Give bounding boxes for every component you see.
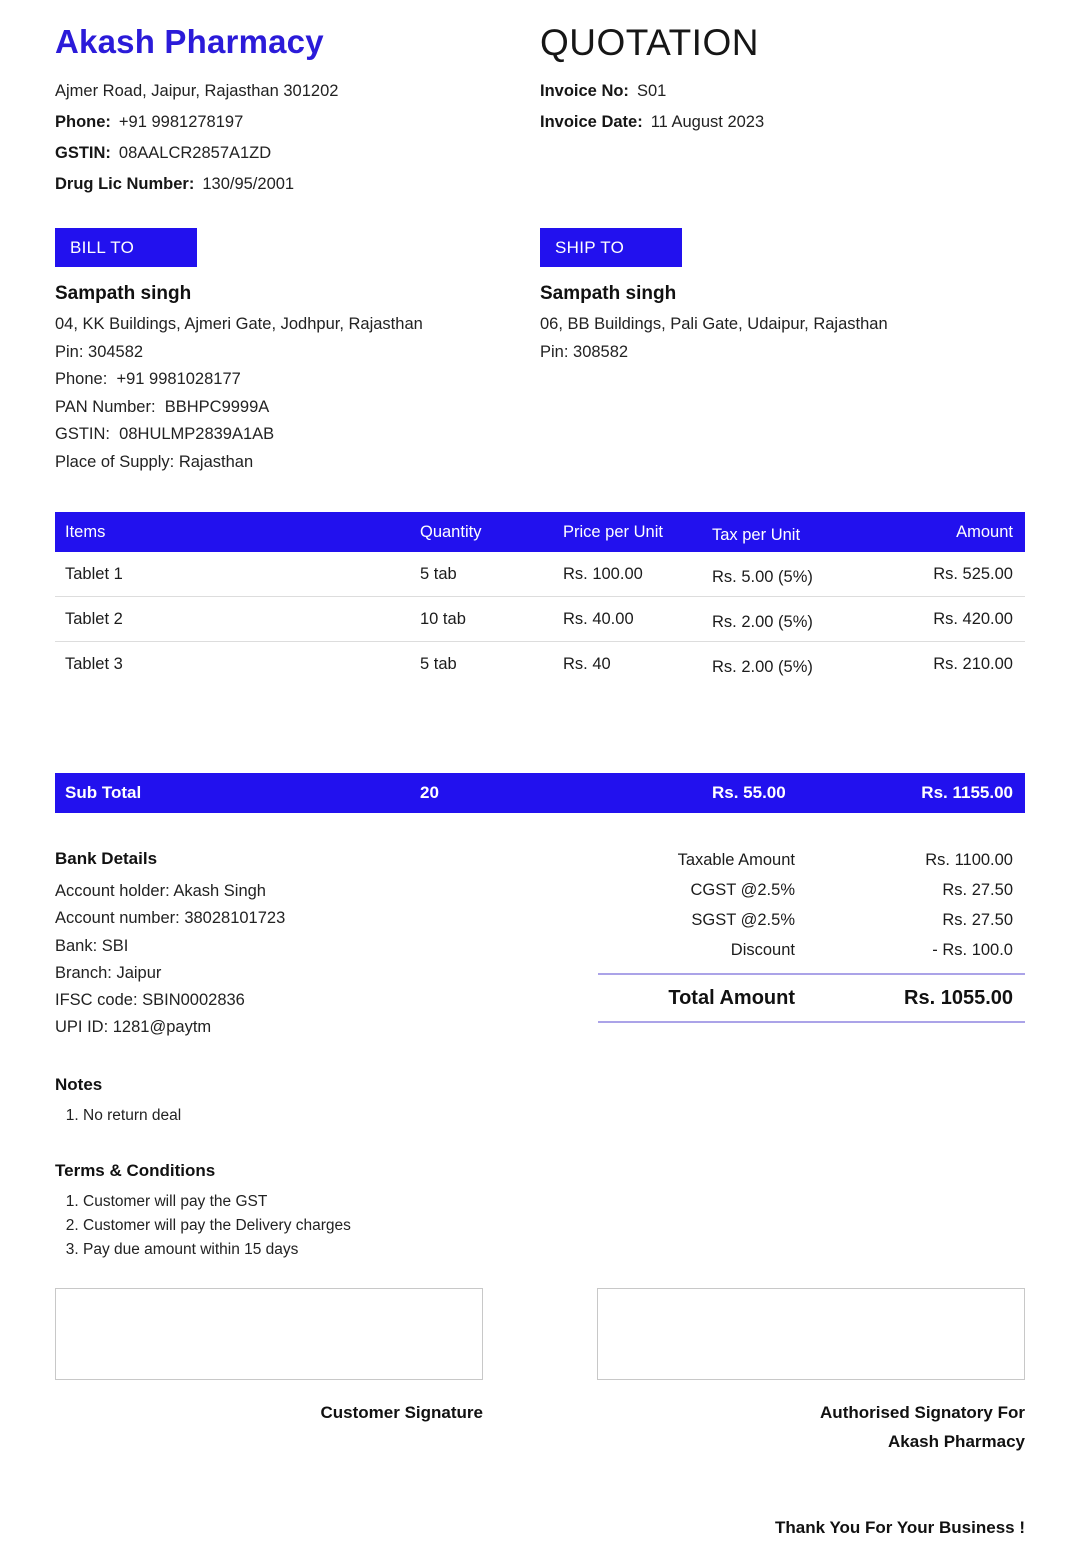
subtotal-label: Sub Total (65, 783, 142, 802)
bill-to-place-of-supply: Place of Supply: Rajasthan (55, 452, 254, 471)
signatures-section (55, 1288, 1025, 1456)
note-item: 1. No return deal (83, 1104, 1025, 1128)
bill-to-badge: BILL TO (55, 228, 197, 267)
items-table-header (55, 512, 1025, 552)
bank-upi-id: UPI ID: 1281@paytm (55, 1018, 212, 1037)
term-item: 1. Customer will pay the GST (83, 1190, 1025, 1214)
header-tax-per-unit: Tax per Unit (712, 525, 801, 544)
bill-to-address: 04, KK Buildings, Ajmeri Gate, Jodhpur, Rajasthan (55, 315, 423, 333)
company-address: Ajmer Road, Jaipur, Rajasthan 301202 (55, 82, 339, 100)
taxable-amount-value: Rs. 1100.00 (925, 851, 1013, 869)
header-items: Items (65, 522, 106, 541)
total-amount-row (598, 973, 1025, 1023)
items-table (55, 512, 1025, 813)
ship-to-name: Sampath singh (540, 283, 677, 304)
header-amount: Amount (956, 522, 1013, 541)
company-gstin-label: GSTIN: (55, 144, 111, 162)
bank-details-heading: Bank Details (55, 849, 158, 868)
terms-section (55, 1158, 1025, 1262)
document-title: QUOTATION (540, 22, 759, 63)
cgst-row (598, 875, 1025, 905)
authorised-signatory-company: Akash Pharmacy (887, 1431, 1025, 1451)
total-amount-value: Rs. 1055.00 (904, 986, 1013, 1009)
header-price-per-unit: Price per Unit (563, 522, 663, 541)
subtotal-amount: Rs. 1155.00 (921, 783, 1013, 802)
authorised-signature-block (597, 1288, 1025, 1456)
invoice-date-label: Invoice Date: (540, 113, 643, 131)
terms-heading: Terms & Conditions (55, 1160, 216, 1180)
row-item: Tablet 3 (65, 655, 123, 673)
row-price: Rs. 100.00 (563, 564, 643, 583)
invoice-date-value: 11 August 2023 (650, 113, 765, 131)
term-item: 2. Customer will pay the Delivery charges (83, 1214, 1025, 1238)
ship-to-address: 06, BB Buildings, Pali Gate, Udaipur, Rajasthan (540, 315, 888, 333)
ship-to-badge: SHIP TO (540, 228, 682, 267)
terms-list (63, 1190, 1025, 1262)
total-amount-label: Total Amount (668, 986, 795, 1009)
company-drug-lic-label: Drug Lic Number: (55, 175, 195, 193)
thank-you-message: Thank You For Your Business ! (774, 1517, 1025, 1537)
table-row (55, 552, 1025, 597)
invoice-number-label: Invoice No: (540, 82, 629, 100)
discount-value: - Rs. 100.0 (932, 941, 1013, 959)
company-info (55, 20, 540, 200)
bill-to-gstin: GSTIN: 08HULMP2839A1AB (55, 425, 275, 443)
company-phone-value: +91 9981278197 (118, 113, 244, 131)
authorised-signatory-line: Authorised Signatory For (820, 1402, 1025, 1422)
document-header (55, 20, 1025, 200)
row-amount: Rs. 420.00 (933, 609, 1013, 628)
subtotal-tax: Rs. 55.00 (712, 783, 786, 802)
row-price: Rs. 40 (563, 655, 611, 673)
invoice-number-value: S01 (636, 82, 667, 100)
notes-section (55, 1072, 1025, 1128)
sgst-label: SGST @2.5% (691, 911, 795, 929)
sgst-value: Rs. 27.50 (942, 911, 1013, 929)
customer-signature-block (55, 1288, 483, 1456)
company-drug-lic (55, 169, 540, 200)
row-quantity: 10 tab (420, 609, 466, 628)
bank-details (55, 845, 540, 1042)
row-quantity: 5 tab (420, 655, 457, 673)
customer-signature-label: Customer Signature (320, 1402, 483, 1422)
row-item: Tablet 2 (65, 609, 123, 628)
authorised-signature-label (597, 1398, 1025, 1456)
bill-to-pan: PAN Number: BBHPC9999A (55, 397, 270, 416)
totals-section (598, 845, 1025, 1042)
company-phone-label: Phone: (55, 113, 111, 131)
discount-label: Discount (730, 941, 795, 959)
invoice-meta (540, 20, 1025, 200)
ship-to-pin: Pin: 308582 (540, 342, 629, 361)
row-price: Rs. 40.00 (563, 609, 634, 628)
bank-branch: Branch: Jaipur (55, 963, 162, 982)
row-tax: Rs. 5.00 (5%) (712, 567, 813, 586)
bank-ifsc-code: IFSC code: SBIN0002836 (55, 991, 245, 1010)
bill-to-name: Sampath singh (55, 283, 192, 304)
sgst-row (598, 905, 1025, 935)
company-drug-lic-value: 130/95/2001 (202, 175, 295, 193)
subtotal-quantity: 20 (420, 783, 439, 802)
row-amount: Rs. 525.00 (933, 564, 1013, 583)
row-tax: Rs. 2.00 (5%) (712, 658, 813, 676)
company-name: Akash Pharmacy (55, 23, 324, 60)
bill-to-section (55, 228, 540, 476)
cgst-value: Rs. 27.50 (942, 881, 1013, 899)
bank-account-number: Account number: 38028101723 (55, 909, 286, 928)
summary-section (55, 845, 1025, 1042)
subtotal-bar (55, 773, 1025, 813)
invoice-date (540, 107, 1025, 138)
bank-name: Bank: SBI (55, 936, 129, 955)
taxable-amount-row (598, 845, 1025, 875)
header-quantity: Quantity (420, 522, 482, 541)
row-tax: Rs. 2.00 (5%) (712, 612, 813, 631)
table-row (55, 642, 1025, 687)
term-item: 3. Pay due amount within 15 days (83, 1238, 1025, 1262)
company-phone (55, 107, 540, 138)
company-gstin (55, 138, 540, 169)
notes-list (63, 1104, 1025, 1128)
row-quantity: 5 tab (420, 564, 457, 583)
parties-section (55, 228, 1025, 476)
taxable-amount-label: Taxable Amount (677, 851, 795, 869)
authorised-signature-box (597, 1288, 1025, 1380)
bill-to-phone: Phone: +91 9981028177 (55, 370, 241, 388)
notes-heading: Notes (55, 1074, 103, 1094)
invoice-number (540, 76, 1025, 107)
discount-row (598, 935, 1025, 965)
ship-to-section (540, 228, 1025, 476)
bill-to-pin: Pin: 304582 (55, 342, 144, 361)
row-item: Tablet 1 (65, 564, 123, 583)
bank-account-holder: Account holder: Akash Singh (55, 882, 266, 900)
company-gstin-value: 08AALCR2857A1ZD (118, 144, 272, 162)
customer-signature-box (55, 1288, 483, 1380)
row-amount: Rs. 210.00 (933, 655, 1013, 673)
table-row (55, 597, 1025, 642)
cgst-label: CGST @2.5% (690, 881, 795, 899)
